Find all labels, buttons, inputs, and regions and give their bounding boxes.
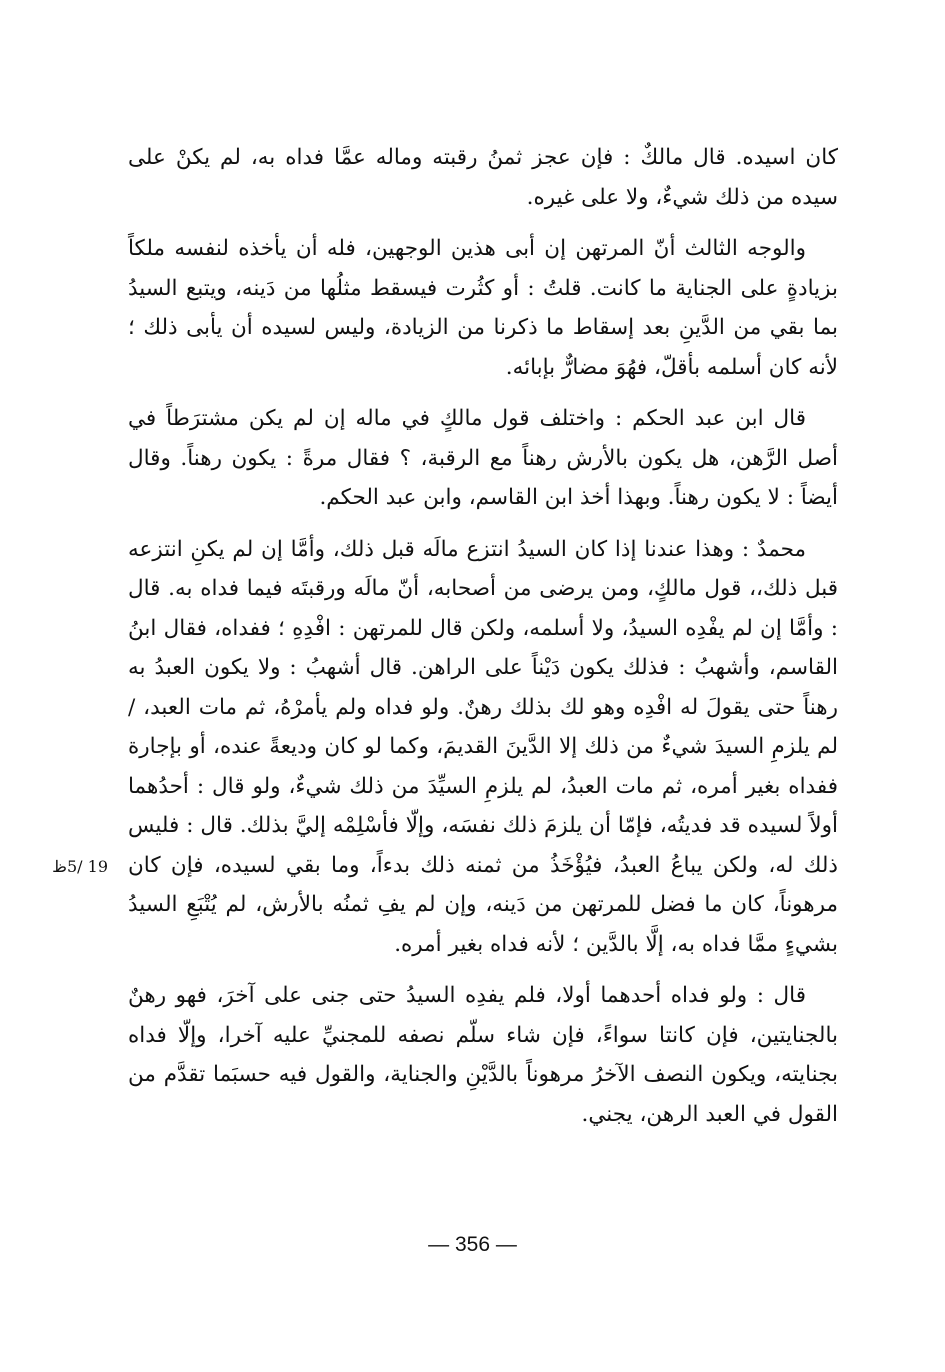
- paragraph-5: قال : ولو فداه أحدهما أولا، فلم يفدِه السيدُ حتى جنى على آخرَ، فهو رهنٌ بالجنايتين، فإن كانتا سواءً، فإن شاء سلّم نصفه للمجنيِّ عليه آخرا، وإلّا فداه بجنايته، ويكون النصف الآخرُ مرهوناً بالدَّيْنِ والجناية، والقول فيه حسبَما تقدَّم من القول في العبد الرهن، يجني.: [128, 983, 838, 1127]
- paragraph-2: والوجه الثالث أنّ المرتهن إن أبى هذين الوجهين، فله أن يأخذه لنفسه ملكاً بزيادةٍ على الجناية ما كانت. قلتُ : أو كثُرت فيسقط مثلُها من دَينه، ويتبع السيدُ بما بقي من الدَّينِ بعد إسقاط ما ذكرنا من الزيادة، وليس لسيده أن يأبى ذلك ؛ لأنه كان أسلمه بأقلّ، فهُوَ مضارٌّ بإبائه.: [128, 236, 838, 380]
- paragraph-1: كان اسيده. قال مالكٌ : فإن عجز ثمنُ رقبته وماله عمَّا فداه به، لم يكنْ على سيده من ذلك شيءٌ، ولا على غيره.: [128, 145, 838, 210]
- paragraph-4: محمدٌ : وهذا عندنا إذا كان السيدُ انتزع مالَه قبل ذلك، وأمَّا إن لم يكنِ انتزعه قبل ذلك،، قول مالكٍ، ومن يرضى من أصحابه، أنّ مالَه ورقبتَه فيما فداه به. قال : وأمَّا إن لم يفْدِه السيدُ، ولا أسلمه، ولكن قال للمرتهن : افْدِهِ ؛ ففداه، فقال ابنُ القاسم، وأشهبُ : فذلك يكون دَيْناً على الراهن. قال أشهبُ : ولا يكون العبدُ به رهناً حتى يقولَ له افْدِه وهو لك بذلك رهنٌ. ولو فداه ولم يأمرْهُ، ثم مات العبد، / لم يلزمِ السيدَ شيءٌ من ذلك إلا الدَّينَ القديمَ، وكما لو كان وديعةً عنده، أو بإجارة ففداه بغير أمره، ثم مات العبدُ، لم يلزمِ السيِّدَ من ذلك شيءٌ، ولو قال : أحدُهما أولاً لسيده قد فديتُه، فإمّا أن يلزمَ ذلك نفسَه، وإلّا فأسْلِمْه إليَّ بذلك. قال : فليس ذلك له، ولكن يباعُ العبدُ، فيُؤْخَذُ من ثمنه ذلك بدءاً، وما بقي لسيده، فإن كان مرهوناً، كان ما فضل للمرتهن من دَينه، وإن لم يفِ ثمنُه بالأرش، لم يُتْبَعِ السيدُ بشيءٍ ممَّا فداه به، إلَّا بالدَّين ؛ لأنه فداه بغير أمره.: [128, 536, 838, 957]
- page-number: — 356 —: [428, 1233, 517, 1256]
- manuscript-folio-note: 19 /5ظ: [52, 857, 108, 876]
- paragraph-3: قال ابن عبد الحكم : واختلف قول مالكٍ في ماله إن لم يكن مشترَطاً في أصل الرَّهن، هل يكون بالأرش رهناً مع الرقبة، ؟ فقال مرةً : يكون رهناً. وقال أيضاً : لا يكون رهناً. وبهذا أخذ ابن القاسم، وابن عبد الحكم.: [128, 406, 838, 510]
- main-text-block: [128, 138, 838, 1146]
